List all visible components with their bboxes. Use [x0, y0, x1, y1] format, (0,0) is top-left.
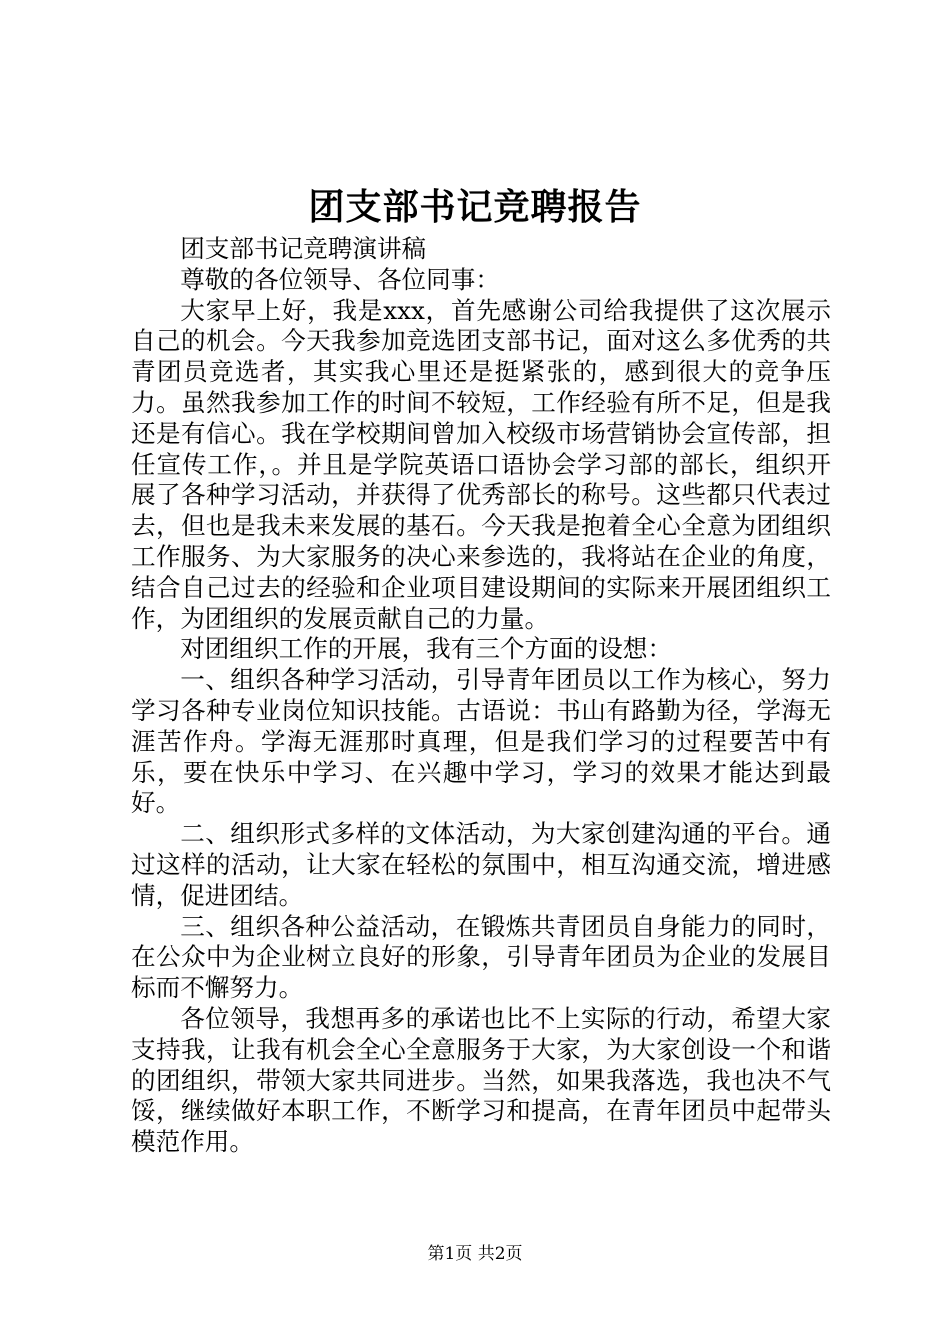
document-title: 团支部书记竞聘报告 — [308, 186, 642, 228]
paragraph-plan-intro: 对团组织工作的开展，我有三个方面的设想： — [180, 634, 673, 664]
paragraph-introduction: 大家早上好，我是xxx，首先感谢公司给我提供了这次展示自己的机会。今天我参加竞选团支部书记，面对这么多优秀的共青团员竞选者，其实我心里还是挺紧张的，感到很大的竞争压力。虽然我参加工作的时间不较短，工作经验有所不足，但是我还是有信心。我在学校期间曾加入校级市场营销协会宣传部，担任宣传工作，。并且是学院英语口语协会学习部的部长，组织开展了各种学习活动，并获得了优秀部长的称号。这些都只代表过去，但也是我未来发展的基石。今天我是抱着全心全意为团组织工作服务、为大家服务的决心来参选的，我将站在企业的角度，结合自己过去的经验和企业项目建设期间的实际来开展团组织工作，为团组织的发展贡献自己的力量。 — [131, 295, 831, 633]
paragraph-plan-one: 一、组织各种学习活动，引导青年团员以工作为核心，努力学习各种专业岗位知识技能。古语说：书山有路勤为径，学海无涯苦作舟。学海无涯那时真理，但是我们学习的过程要苦中有乐，要在快乐中学习、在兴趣中学习，学习的效果才能达到最好。 — [131, 665, 831, 818]
paragraph-closing: 各位领导，我想再多的承诺也比不上实际的行动，希望大家支持我，让我有机会全心全意服务于大家，为大家创设一个和谐的团组织，带领大家共同进步。当然，如果我落选，我也决不气馁，继续做好本职工作，不断学习和提高，在青年团员中起带头模范作用。 — [131, 1003, 831, 1157]
document-body — [131, 234, 831, 1158]
paragraph-salutation: 尊敬的各位领导、各位同事： — [180, 264, 500, 294]
paragraph-plan-two: 二、组织形式多样的文体活动，为大家创建沟通的平台。通过这样的活动，让大家在轻松的氛围中，相互沟通交流，增进感情，促进团结。 — [131, 819, 831, 910]
page-number-footer: 第1页 共2页 — [427, 1244, 523, 1264]
paragraph-subtitle: 团支部书记竞聘演讲稿 — [180, 234, 427, 263]
paragraph-plan-three: 三、组织各种公益活动，在锻炼共青团员自身能力的同时，在公众中为企业树立良好的形象，引导青年团员为企业的发展目标而不懈努力。 — [131, 911, 831, 1003]
